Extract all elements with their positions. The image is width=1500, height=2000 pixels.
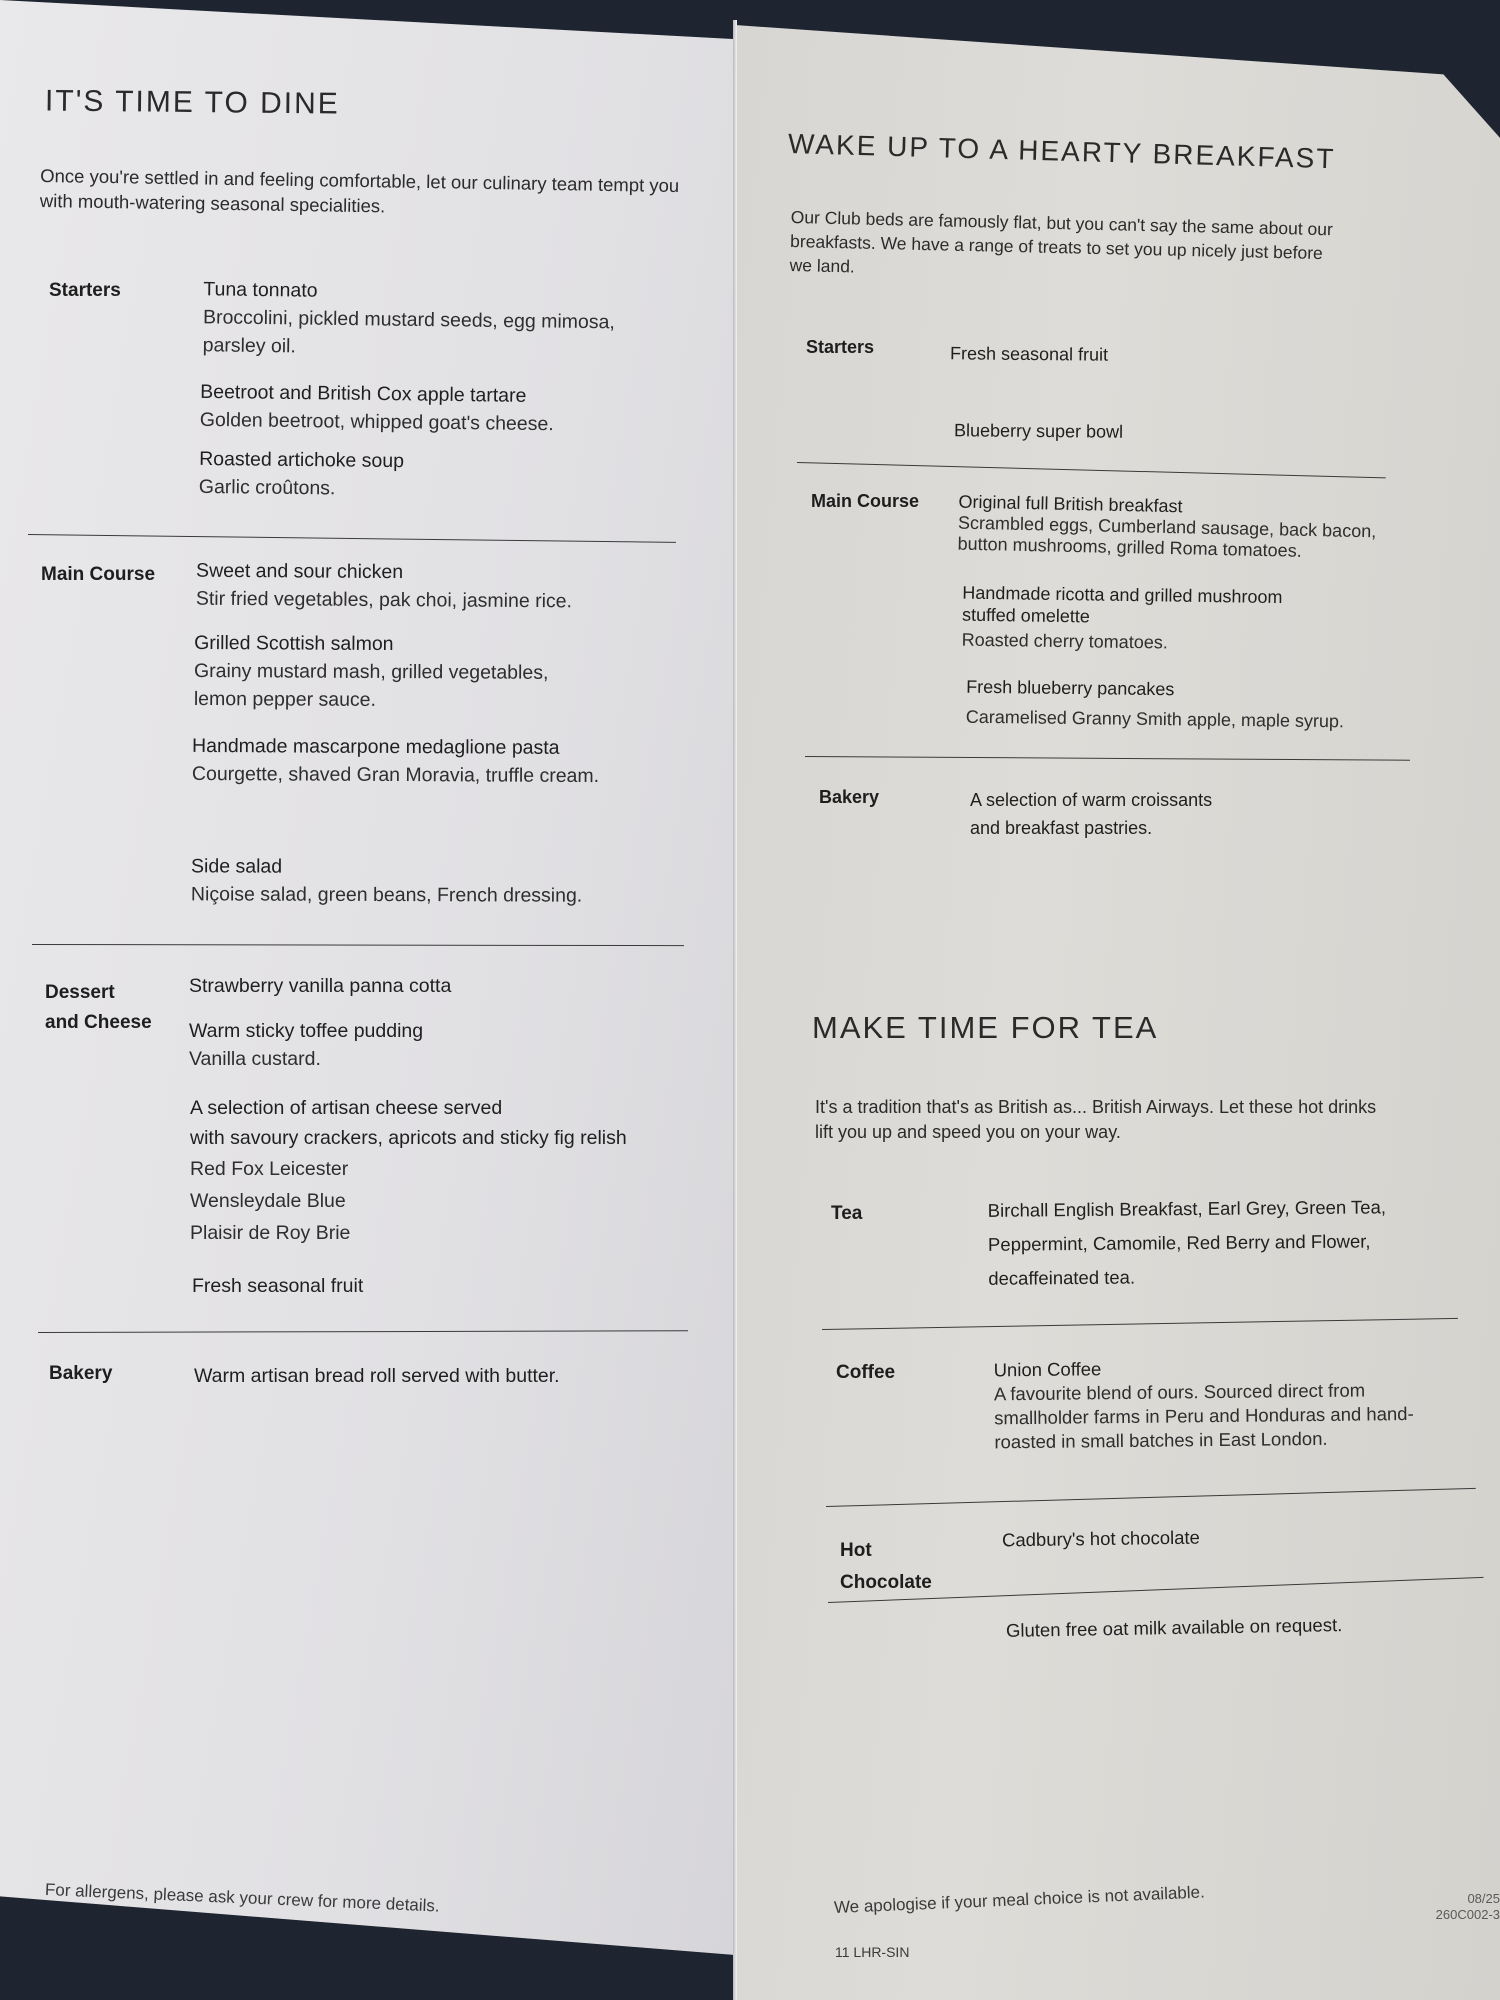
dinner-dessert-2	[189, 1017, 423, 1073]
dinner-cheese-3: Plaisir de Roy Brie	[190, 1222, 351, 1244]
dinner-starter-1-name: Tuna tonnato	[203, 278, 318, 302]
dinner-starter-2-desc: Golden beetroot, whipped goat's cheese.	[199, 408, 554, 436]
dinner-main-1	[196, 557, 572, 616]
coffee-label: Coffee	[836, 1362, 896, 1383]
dinner-starter-1-desc: Broccolini, pickled mustard seeds, egg mimosa, parsley oil.	[202, 306, 615, 358]
breakfast-main-1	[957, 492, 1378, 564]
breakfast-intro: Our Club beds are famously flat, but you can't say the same about our breakfasts. We have a range of treats to set you up nicely just before we land.	[789, 206, 1334, 277]
dinner-starter-1	[203, 275, 649, 364]
coffee-desc: A favourite blend of ours. Sourced direct from smallholder farms in Peru and Honduras and hand-roasted in small batches in East London.	[993, 1379, 1414, 1453]
oat-milk-note: Gluten free oat milk available on request.	[1005, 1614, 1343, 1641]
breakfast-main-3-desc: Caramelised Granny Smith apple, maple syrup.	[965, 706, 1345, 732]
print-code	[1396, 1891, 1500, 1923]
route-code: 11 LHR-SIN	[835, 1944, 910, 1960]
dinner-main-3-desc: Courgette, shaved Gran Moravia, truffle cream.	[191, 762, 600, 788]
dinner-main-2	[194, 629, 584, 715]
dinner-intro: Once you're settled in and feeling comfortable, let our culinary team tempt you with mouth-watering seasonal specialities.	[39, 164, 680, 217]
coffee-item	[994, 1354, 1445, 1455]
dinner-dessert-1	[189, 972, 451, 1000]
breakfast-main-1-name: Original full British breakfast	[958, 491, 1183, 517]
dinner-dessert-label-1: Dessert	[45, 982, 115, 1003]
dinner-starter-3	[199, 445, 404, 503]
dinner-dessert-label-2: and Cheese	[45, 1012, 152, 1033]
dinner-cheese-name-2: with savoury crackers, apricots and sticky fig relish	[190, 1127, 627, 1149]
page-fold	[733, 20, 737, 2000]
dinner-bakery-label: Bakery	[49, 1363, 113, 1384]
breakfast-bakery: A selection of warm croissants and breakfast pastries.	[970, 790, 1213, 838]
dinner-starters-label: Starters	[49, 280, 121, 301]
dinner-main-label: Main Course	[41, 564, 156, 585]
dinner-dessert-4	[192, 1272, 363, 1300]
breakfast-bakery-label: Bakery	[819, 787, 880, 807]
dinner-dessert-4-name: Fresh seasonal fruit	[192, 1275, 364, 1297]
tea-title: MAKE TIME FOR TEA	[812, 1010, 1159, 1045]
breakfast-title: WAKE UP TO A HEARTY BREAKFAST	[787, 128, 1336, 175]
breakfast-main-label: Main Course	[811, 491, 920, 511]
dinner-cheese-2: Wensleydale Blue	[190, 1190, 346, 1212]
print-code-id: 260C002-3	[1435, 1907, 1500, 1922]
dinner-cheese	[190, 1093, 627, 1249]
dinner-starter-2-name: Beetroot and British Cox apple tartare	[200, 380, 527, 407]
dinner-main-4-name: Side salad	[191, 855, 283, 878]
coffee-name: Union Coffee	[993, 1358, 1102, 1381]
dinner-main-2-desc: Grainy mustard mash, grilled vegetables, lemon pepper sauce.	[193, 659, 549, 711]
dinner-main-1-name: Sweet and sour chicken	[196, 559, 404, 584]
tea-footer: We apologise if your meal choice is not available.	[833, 1882, 1206, 1917]
hot-chocolate-label-1: Hot	[840, 1540, 872, 1561]
dinner-footer: For allergens, please ask your crew for more details.	[44, 1880, 441, 1916]
tea-intro: It's a tradition that's as British as... British Airways. Let these hot drinks lift you up and speed you on your way.	[815, 1097, 1377, 1142]
dinner-starter-3-name: Roasted artichoke soup	[199, 447, 405, 473]
dinner-main-3-name: Handmade mascarpone medaglione pasta	[192, 734, 560, 759]
dinner-dessert-2-name: Warm sticky toffee pudding	[189, 1020, 424, 1042]
breakfast-main-2	[962, 582, 1303, 660]
hot-chocolate-label-2: Chocolate	[840, 1572, 932, 1593]
hot-chocolate-item: Cadbury's hot chocolate	[1001, 1526, 1201, 1551]
tea-label: Tea	[831, 1203, 863, 1224]
breakfast-starter-2: Blueberry super bowl	[953, 420, 1124, 442]
tea-list: Birchall English Breakfast, Earl Grey, Green Tea, Peppermint, Camomile, Red Berry and Flower, decaffeinated tea.	[987, 1196, 1387, 1289]
dinner-bakery: Warm artisan bread roll served with butter.	[194, 1365, 560, 1387]
breakfast-main-2-desc: Roasted cherry tomatoes.	[961, 629, 1168, 653]
dinner-starter-3-desc: Garlic croûtons.	[198, 475, 336, 500]
breakfast-starters-label: Starters	[806, 337, 875, 357]
dinner-main-1-desc: Stir fried vegetables, pak choi, jasmine rice.	[195, 587, 573, 613]
dinner-title: IT'S TIME TO DINE	[44, 84, 340, 121]
dinner-starter-2	[200, 378, 555, 438]
breakfast-starter-1: Fresh seasonal fruit	[949, 343, 1109, 365]
dinner-main-2-name: Grilled Scottish salmon	[194, 631, 394, 656]
dinner-main-4-desc: Niçoise salad, green beans, French dressing.	[190, 883, 583, 907]
dinner-main-4	[191, 852, 582, 909]
breakfast-main-3-name: Fresh blueberry pancakes	[966, 676, 1175, 700]
dinner-dessert-1-name: Strawberry vanilla panna cotta	[189, 975, 452, 997]
dinner-main-3	[192, 732, 599, 790]
breakfast-main-3	[966, 672, 1345, 737]
dinner-cheese-name: A selection of artisan cheese served	[190, 1097, 503, 1119]
dinner-cheese-1: Red Fox Leicester	[190, 1158, 349, 1180]
breakfast-main-2-name: Handmade ricotta and grilled mushroom stuffed omelette	[961, 582, 1283, 627]
breakfast-main-1-desc: Scrambled eggs, Cumberland sausage, back bacon, button mushrooms, grilled Roma tomatoes.	[957, 512, 1377, 561]
print-code-date: 08/25	[1467, 1891, 1500, 1906]
dinner-dessert-2-desc: Vanilla custard.	[189, 1048, 321, 1070]
